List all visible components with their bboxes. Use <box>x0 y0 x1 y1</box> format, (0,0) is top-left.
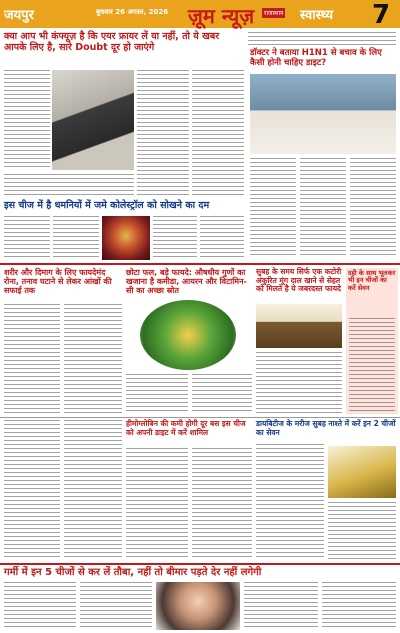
section-divider <box>0 263 400 265</box>
article-body-text <box>4 216 50 260</box>
article-body-text <box>349 318 395 412</box>
article-body-text <box>192 70 244 198</box>
article-body-text <box>256 352 342 414</box>
article-body-text <box>350 158 396 258</box>
summer-photo <box>156 582 240 630</box>
article-body-text <box>256 444 324 560</box>
page-number: 7 <box>372 0 391 30</box>
article-body-text <box>192 374 252 414</box>
article-headline-cholesterol: इस चीज में है धमनियों में जमे कोलेस्ट्रॉल को सोखने का दम <box>4 200 210 211</box>
article-headline-summer: गर्मी में इन 5 चीजों से कर लें तौबा, नहीं तो बीमार पड़ते देर नहीं लगेगी <box>4 567 262 578</box>
article-body-text <box>250 158 296 258</box>
article-body-text <box>200 216 244 260</box>
article-body-text <box>153 216 197 260</box>
article-body-text <box>244 582 318 630</box>
edition-date: बुधवार 26 अगस्त, 2026 <box>96 8 169 16</box>
article-body-text <box>53 216 99 260</box>
article-headline-brain: शरीर और दिमाग के लिए फायदेमंद रोना, तनाव घटाने से लेकर आंखों की सफाई तक <box>4 268 112 296</box>
brand-logo: ज़ूम न्यूज़ <box>188 4 255 28</box>
article-headline-diabetes: डायबिटीज के मरीज सुबह नाश्ते में करें इन 2 चीजों का सेवन <box>256 419 396 437</box>
article-headline-airfryer: क्या आप भी कंफ्यूज़ है कि एयर फ्रायर लें या नहीं, तो ये खबर आपके लिए है, सारे Doubt दूर हो जाएंगे <box>4 31 220 53</box>
section-divider <box>0 563 400 565</box>
article-body-text <box>137 70 189 198</box>
article-headline-sprouts: सुबह के समय सिर्फ एक कटोरी अंकुरित मूंग दाल खाने से सेहत को मिलते है ये जबरदस्त फायदे <box>256 267 342 294</box>
article-body-text <box>4 70 50 170</box>
vegetables-photo <box>140 300 236 370</box>
article-body-text <box>248 32 396 46</box>
article-headline-curd: दही के साथ भूलकर भी इन चीजों का करें सेवन <box>348 269 396 292</box>
airfryer-photo <box>52 70 134 170</box>
article-body-text <box>4 420 60 560</box>
article-body-text <box>328 502 396 560</box>
article-body-text <box>300 158 346 258</box>
article-headline-vegetables: छोटा फल, बड़े फायदे: औषधीय गुणों का खजाना है कमीडा, आयरन और विटामिन-सी का अच्छा स्रोत <box>126 268 247 296</box>
article-headline-hemoglobin: हीमोग्लोबिन की कमी होगी दूर बस इस चीज को अपनी डाइट में करें शामिल <box>126 419 246 437</box>
article-body-text <box>4 174 134 198</box>
article-body-text <box>80 582 152 630</box>
sprouts-photo <box>256 304 342 348</box>
column-divider <box>0 417 400 418</box>
article-body-text <box>4 582 76 630</box>
cholesterol-photo <box>102 216 150 260</box>
article-body-text <box>4 304 60 414</box>
article-headline-h1n1: डॉक्टर ने बताया H1N1 से बचाव के लिए कैसी होनी चाहिए डाइट? <box>250 48 382 68</box>
article-body-text <box>126 374 188 414</box>
article-body-text <box>192 448 252 560</box>
section-title: स्वास्थ्य <box>300 8 334 23</box>
article-body-text <box>64 420 122 560</box>
edition-city: जयपुर <box>4 8 34 23</box>
article-body-text <box>322 582 396 630</box>
article-body-text <box>126 448 188 560</box>
doctor-photo <box>250 74 396 154</box>
diabetes-photo <box>328 446 396 498</box>
article-body-text <box>64 304 122 414</box>
brand-subtitle: राजस्थान <box>264 10 284 17</box>
